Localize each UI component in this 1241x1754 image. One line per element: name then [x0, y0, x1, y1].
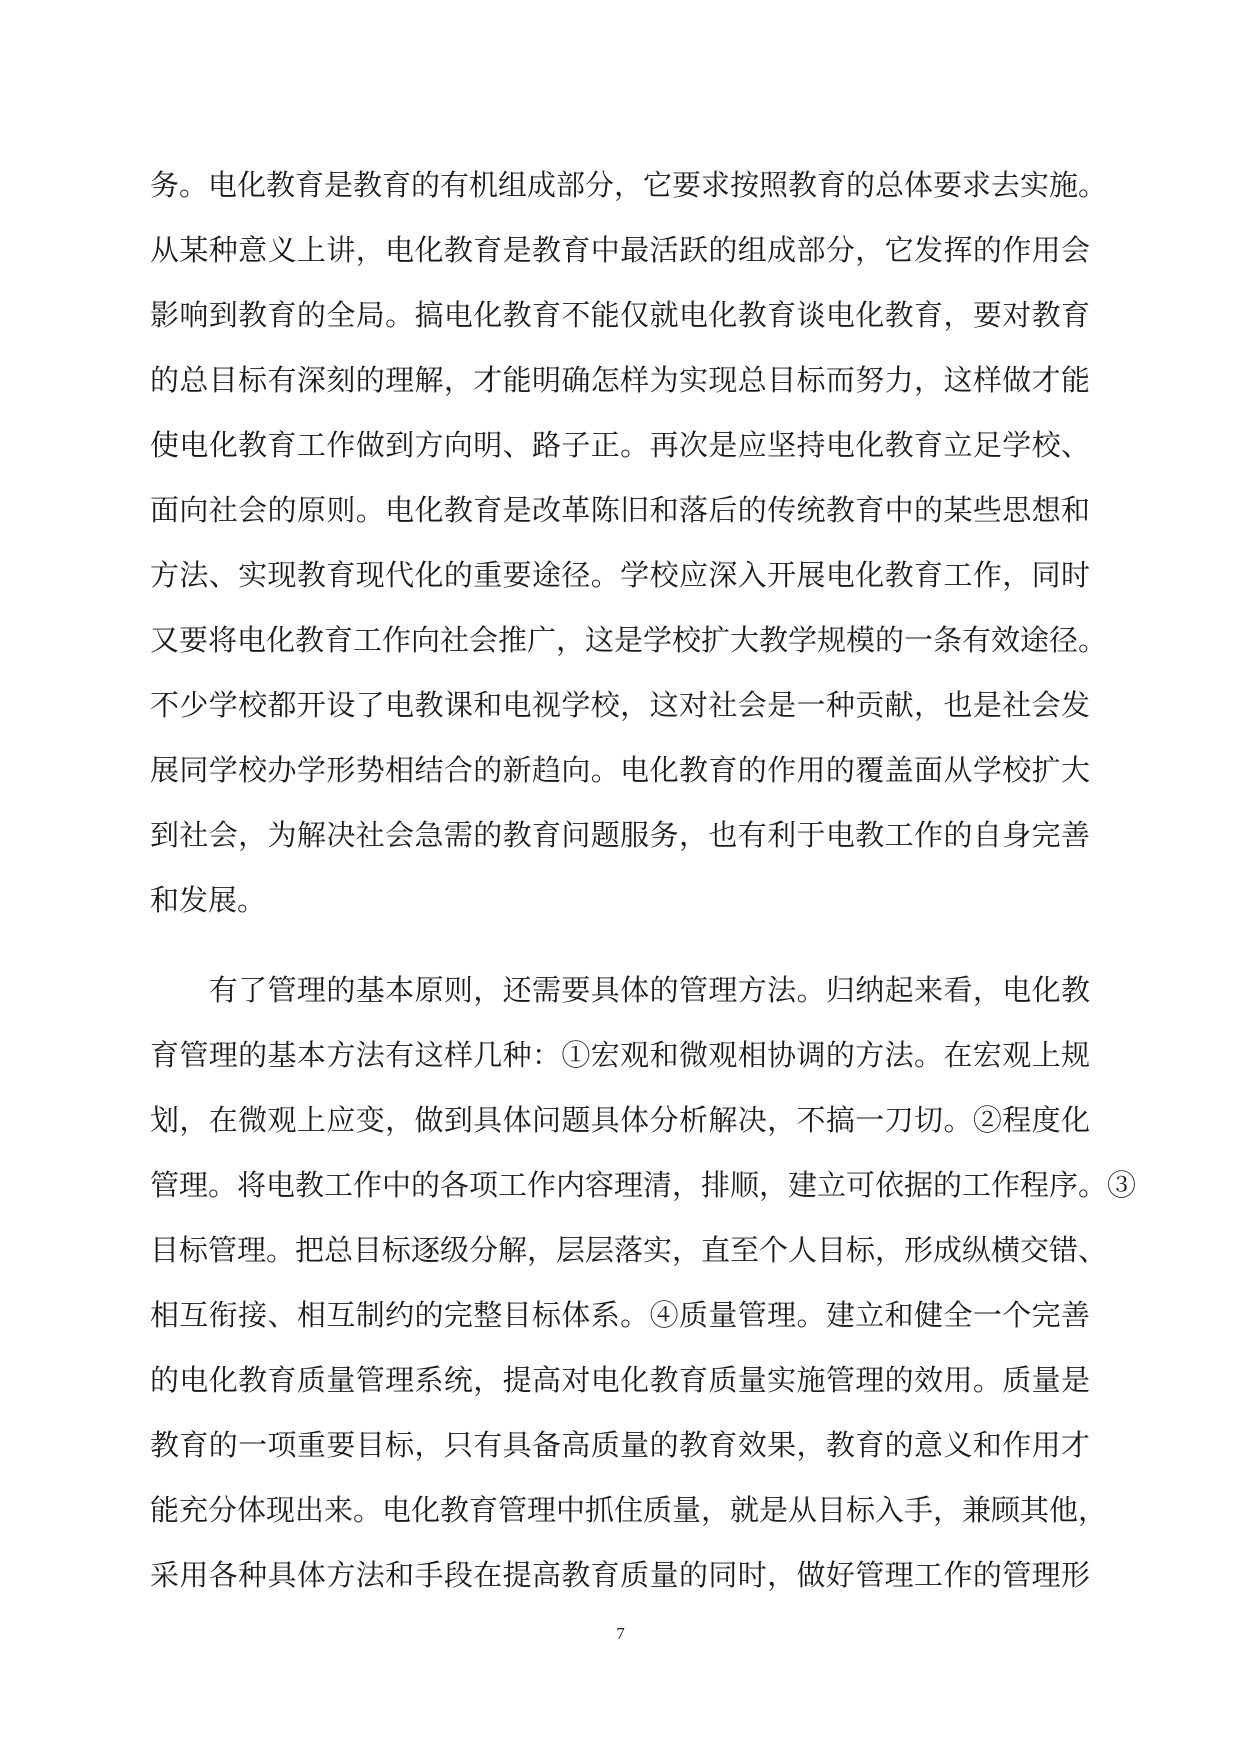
text-line: 采用各种具体方法和手段在提高教育质量的同时，做好管理工作的管理形 — [150, 1558, 1090, 1592]
body-text — [150, 153, 1137, 1608]
text-line: 影响到教育的全局。搞电化教育不能仅就电化教育谈电化教育，要对教育 — [150, 298, 1090, 332]
text-line: 务。电化教育是教育的有机组成部分，它要求按照教育的总体要求去实施。 — [150, 168, 1108, 202]
text-line: 使电化教育工作做到方向明、路子正。再次是应坚持电化教育立足学校、 — [150, 428, 1090, 462]
text-line: 面向社会的原则。电化教育是改革陈旧和落后的传统教育中的某些思想和 — [150, 493, 1090, 527]
text-line: 和发展。 — [150, 883, 267, 917]
text-line: 目标管理。把总目标逐级分解，层层落实，直至个人目标，形成纵横交错、 — [150, 1233, 1108, 1267]
page-number: 7 — [616, 1624, 625, 1643]
text-line: 划，在微观上应变，做到具体问题具体分析解决，不搞一刀切。②程度化 — [150, 1103, 1090, 1137]
text-line: 管理。将电教工作中的各项工作内容理清，排顺，建立可依据的工作程序。③ — [150, 1168, 1137, 1202]
paragraph-1 — [150, 153, 1108, 933]
text-line: 能充分体现出来。电化教育管理中抓住质量，就是从目标入手，兼顾其他， — [150, 1493, 1108, 1527]
text-line: 教育的一项重要目标，只有具备高质量的教育效果，教育的意义和作用才 — [150, 1428, 1090, 1462]
text-line: 从某种意义上讲，电化教育是教育中最活跃的组成部分，它发挥的作用会 — [150, 233, 1090, 267]
text-line: 育管理的基本方法有这样几种：①宏观和微观相协调的方法。在宏观上规 — [150, 1038, 1090, 1072]
text-line: 展同学校办学形势相结合的新趋向。电化教育的作用的覆盖面从学校扩大 — [150, 753, 1090, 787]
text-line: 又要将电化教育工作向社会推广，这是学校扩大教学规模的一条有效途径。 — [150, 623, 1108, 657]
text-line: 有了管理的基本原则，还需要具体的管理方法。归纳起来看，电化教 — [150, 973, 1090, 1007]
text-line: 的总目标有深刻的理解，才能明确怎样为实现总目标而努力，这样做才能 — [150, 363, 1090, 397]
text-line: 相互衔接、相互制约的完整目标体系。④质量管理。建立和健全一个完善 — [150, 1298, 1090, 1332]
text-line: 到社会，为解决社会急需的教育问题服务，也有利于电教工作的自身完善 — [150, 818, 1090, 852]
text-line: 的电化教育质量管理系统，提高对电化教育质量实施管理的效用。质量是 — [150, 1363, 1090, 1397]
text-line: 不少学校都开设了电教课和电视学校，这对社会是一种贡献，也是社会发 — [150, 688, 1090, 722]
paragraph-2 — [150, 958, 1137, 1608]
text-line: 方法、实现教育现代化的重要途径。学校应深入开展电化教育工作，同时 — [150, 558, 1090, 592]
paragraph-spacer — [150, 933, 1090, 958]
